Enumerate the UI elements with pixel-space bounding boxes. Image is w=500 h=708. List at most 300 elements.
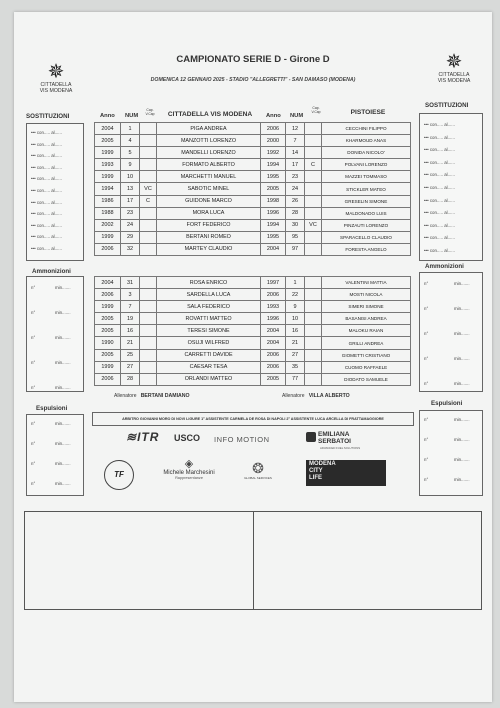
away-anno-cell: 2004 [261, 243, 286, 255]
away-anno-cell: 1998 [261, 195, 286, 207]
home-player-name: MANDELLI LORENZO [157, 147, 261, 159]
home-vcap-label: V.Cap [145, 111, 155, 116]
away-captain-cell: VC [305, 219, 322, 231]
home-anno-header: Anno [100, 113, 115, 119]
away-captain-cell [305, 135, 322, 147]
home-player-name: PIGA ANDREA [157, 123, 261, 135]
away-num-cell: 30 [286, 219, 305, 231]
away-captain-cell [305, 183, 322, 195]
home-player-name: OSUJI WILFRED [157, 337, 261, 349]
away-anno-cell: 2004 [261, 325, 286, 337]
home-num-cell: 32 [121, 243, 140, 255]
away-captain-cell: C [305, 159, 322, 171]
substitution-line: ••• con..... al...... [424, 185, 455, 190]
card-number-field: n° [424, 417, 429, 422]
card-number-field: n° [31, 285, 36, 290]
away-player-name: POLVANI LORENZO [322, 159, 411, 171]
logo-right-line1: CITTADELLA [438, 72, 470, 78]
home-player-name: SALA FEDERICO [157, 301, 261, 313]
home-anno-cell: 2006 [95, 243, 121, 255]
table-row [95, 373, 411, 385]
home-player-name: FORMATO ALBERTO [157, 159, 261, 171]
home-anno-cell: 1994 [95, 183, 121, 195]
away-anno-cell: 2004 [261, 337, 286, 349]
modena-line2: CITY [309, 468, 323, 474]
table-row [95, 325, 411, 337]
away-anno-cell: 1994 [261, 159, 286, 171]
marchesini-role: Rappresentanze [175, 476, 203, 480]
sponsor-tf-text: TF [114, 470, 124, 479]
home-coach-name: BERTANI DAMIANO [140, 393, 190, 399]
away-anno-cell: 2000 [261, 135, 286, 147]
notes-divider [253, 512, 254, 609]
away-captain-cell [305, 147, 322, 159]
away-num-cell: 27 [286, 349, 305, 361]
away-player-name: STICKLER MATEO [322, 183, 411, 195]
home-player-name: MORA LUCA [157, 207, 261, 219]
card-number-field: n° [424, 356, 429, 361]
away-anno-cell: 2006 [261, 289, 286, 301]
card-number-field: n° [31, 421, 36, 426]
home-player-name: MANZOTTI LORENZO [157, 135, 261, 147]
ammonizioni-right-label: Ammonizioni [425, 263, 464, 270]
home-player-name: GUIDONE MARCO [157, 195, 261, 207]
home-num-cell: 29 [121, 231, 140, 243]
home-player-name: CAESAR TESA [157, 361, 261, 373]
substitution-line: ••• con..... al...... [424, 235, 455, 241]
home-captain-cell [140, 313, 157, 325]
sponsor-infomotion: INFO MOTION [214, 435, 270, 444]
home-player-name: CARRETTI DAVIDE [157, 349, 261, 361]
home-num-cell: 17 [121, 195, 140, 207]
home-anno-cell: 1999 [95, 231, 121, 243]
home-captain-cell [140, 289, 157, 301]
sponsor-tf [104, 460, 134, 490]
away-num-cell: 17 [286, 159, 305, 171]
card-minute-field: min....... [454, 437, 470, 442]
card-minute-field: min....... [55, 285, 71, 290]
substitution-line: ••• con..... al...... [424, 197, 455, 203]
sponsor-itr-text: ITR [137, 430, 160, 444]
logo-right-line2: VIS MODENA [437, 78, 471, 84]
page-title: CAMPIONATO SERIE D - Girone D [176, 54, 330, 65]
away-coach [282, 393, 350, 399]
home-num-cell: 3 [121, 289, 140, 301]
card-minute-field: min....... [55, 461, 71, 466]
away-num-cell: 12 [286, 123, 305, 135]
card-minute-field: min....... [454, 356, 470, 361]
table-row [95, 313, 411, 325]
card-number-field: n° [424, 381, 429, 386]
home-anno-cell: 2005 [95, 313, 121, 325]
home-player-name: BERTANI ROMEO [157, 231, 261, 243]
away-num-cell: 1 [286, 277, 305, 289]
home-player-name: SABOTIC MINEL [157, 183, 261, 195]
card-minute-field: min....... [55, 441, 71, 446]
card-number-field: n° [424, 331, 429, 336]
home-anno-cell: 2006 [95, 289, 121, 301]
away-num-cell: 22 [286, 289, 305, 301]
table-row [95, 301, 411, 313]
away-captain-cell [305, 207, 322, 219]
sostituzioni-left-label: SOSTITUZIONI [26, 113, 70, 120]
away-anno-cell: 1995 [261, 171, 286, 183]
home-anno-cell: 2005 [95, 135, 121, 147]
card-number-field: n° [424, 281, 429, 286]
home-anno-cell: 2002 [95, 219, 121, 231]
marchesini-name: Michele Marchesini [163, 470, 215, 476]
table-row [95, 231, 411, 243]
home-anno-cell: 2004 [95, 277, 121, 289]
home-anno-cell: 1999 [95, 147, 121, 159]
away-anno-cell: 1993 [261, 301, 286, 313]
away-player-name: DONIDA NICOLO' [322, 147, 411, 159]
away-num-cell: 28 [286, 207, 305, 219]
itr-wave-icon: ≋ [126, 430, 138, 444]
home-num-cell: 19 [121, 313, 140, 325]
away-anno-header: Anno [266, 113, 281, 119]
table-row [95, 123, 411, 135]
away-captain-cell [305, 361, 322, 373]
home-anno-cell: 1990 [95, 337, 121, 349]
card-number-field: n° [424, 457, 429, 462]
substitution-line: ••• con..... al...... [31, 164, 62, 170]
away-captain-cell [305, 373, 322, 385]
home-captain-cell [140, 277, 157, 289]
table-row [95, 195, 411, 207]
away-num-cell: 10 [286, 313, 305, 325]
home-captain-cell: C [140, 195, 157, 207]
away-player-name: FORESTA ANGELO [322, 243, 411, 255]
substitution-line: ••• con..... al...... [31, 222, 62, 228]
espulsioni-right-label: Espulsioni [431, 400, 463, 407]
substitution-line: ••• con..... al...... [31, 153, 62, 159]
substitution-line: ••• con..... al...... [424, 122, 455, 127]
home-anno-cell: 1999 [95, 171, 121, 183]
modena-line1: MODENA [309, 461, 336, 467]
substitution-line: ••• con..... al...... [31, 176, 62, 182]
home-coach-label: Allenatore [114, 393, 137, 399]
home-num-cell: 4 [121, 135, 140, 147]
card-minute-field: min....... [454, 281, 470, 286]
away-captain-cell [305, 325, 322, 337]
away-captain-cell [305, 337, 322, 349]
home-captain-cell: VC [140, 183, 157, 195]
sponsor-modena-city-life [306, 460, 386, 486]
emiliana-logo-icon [306, 432, 316, 442]
page-subtitle: DOMENICA 12 GENNAIO 2025 - STADIO "ALLEGRETTI" - SAN DAMASO (MODENA) [150, 77, 356, 83]
table-row [95, 289, 411, 301]
home-cap-label: Cap. [146, 108, 154, 112]
away-player-name: GIOMETTI CRISTIANO [322, 349, 411, 361]
substitution-line: ••• con..... al...... [31, 188, 62, 193]
home-captain-cell [140, 337, 157, 349]
home-anno-cell: 2004 [95, 123, 121, 135]
home-anno-cell: 2005 [95, 349, 121, 361]
espulsioni-right-box [419, 410, 483, 496]
away-captain-cell [305, 171, 322, 183]
sponsor-marchesini [154, 458, 224, 480]
substitution-line: ••• con..... al...... [424, 147, 455, 153]
ammonizioni-right-box [419, 272, 483, 392]
substitution-line: ••• con..... al...... [424, 159, 455, 165]
away-captain-cell [305, 231, 322, 243]
marchesini-logo-icon: ◈ [184, 458, 194, 470]
home-num-header: NUM [125, 113, 139, 119]
home-anno-cell: 2006 [95, 373, 121, 385]
away-player-name: GRILLI ANDREA [322, 337, 411, 349]
away-anno-cell: 1995 [261, 231, 286, 243]
away-player-name: PINZAUTI LORENZO [322, 219, 411, 231]
substitution-line: ••• con..... al...... [424, 248, 455, 253]
table-row [95, 361, 411, 373]
card-number-field: n° [31, 481, 36, 486]
home-anno-cell: 1999 [95, 301, 121, 313]
home-captain-cell [140, 123, 157, 135]
home-captain-cell [140, 207, 157, 219]
espulsioni-left-box [26, 414, 84, 496]
away-coach-name: VILLA ALBERTO [308, 393, 350, 399]
home-num-cell: 24 [121, 219, 140, 231]
substitution-line: ••• con..... al...... [424, 172, 455, 178]
card-minute-field: min....... [55, 481, 71, 486]
emiliana-line3: ADVANCED FUEL SOLUTIONS [320, 446, 361, 450]
away-num-cell: 7 [286, 135, 305, 147]
table-row [95, 337, 411, 349]
table-row [95, 159, 411, 171]
emiliana-line2: SERBATOI [318, 438, 351, 445]
away-anno-cell: 2006 [261, 349, 286, 361]
away-captain-cell [305, 243, 322, 255]
espulsioni-left-label: Espulsioni [36, 405, 68, 412]
away-cap-label: Cap. [312, 106, 320, 110]
table-row [95, 171, 411, 183]
home-captain-cell [140, 231, 157, 243]
sostituzioni-right-label: SOSTITUZIONI [425, 102, 469, 109]
club-crest-icon: ✵ [445, 51, 463, 73]
away-player-name: CUOMO RAFFAELE [322, 361, 411, 373]
away-anno-cell: 2006 [261, 361, 286, 373]
card-minute-field: min....... [55, 385, 71, 390]
away-num-cell: 24 [286, 183, 305, 195]
away-num-cell: 16 [286, 325, 305, 337]
table-row [95, 277, 411, 289]
home-player-name: FORT FEDERICO [157, 219, 261, 231]
ammonizioni-left-box [26, 276, 84, 392]
home-anno-cell: 1988 [95, 207, 121, 219]
away-num-header: NUM [290, 113, 304, 119]
away-captain-cell [305, 277, 322, 289]
away-anno-cell: 1996 [261, 207, 286, 219]
table-row [95, 183, 411, 195]
away-player-name: GRESELIN SIMONE [322, 195, 411, 207]
home-captain-cell [140, 135, 157, 147]
away-player-name: DIODATO SAMUELE [322, 373, 411, 385]
card-number-field: n° [31, 335, 36, 340]
card-number-field: n° [31, 441, 36, 446]
card-number-field: n° [31, 310, 36, 315]
away-num-cell: 9 [286, 301, 305, 313]
card-number-field: n° [31, 461, 36, 466]
home-num-cell: 5 [121, 147, 140, 159]
away-anno-cell: 2006 [261, 123, 286, 135]
card-minute-field: min....... [55, 310, 71, 315]
away-player-name: SPARACELLO CLAUDIO [322, 231, 411, 243]
away-captain-cell [305, 123, 322, 135]
away-captain-cell [305, 301, 322, 313]
ammonizioni-left-label: Ammonizioni [32, 268, 71, 275]
card-minute-field: min....... [55, 335, 71, 340]
away-num-cell: 95 [286, 231, 305, 243]
home-num-cell: 9 [121, 159, 140, 171]
table-row [95, 135, 411, 147]
away-player-name: MAZZEI TOMMASO [322, 171, 411, 183]
away-team-header: PISTOIESE [350, 109, 386, 116]
club-crest-icon: ✵ [47, 61, 65, 83]
home-num-cell: 7 [121, 301, 140, 313]
card-minute-field: min....... [454, 331, 470, 336]
substitution-line: ••• con..... al...... [31, 211, 62, 217]
home-player-name: ROSA ENRICO [157, 277, 261, 289]
sponsor-usco: USCO [174, 433, 201, 443]
home-captain-cell [140, 243, 157, 255]
home-captain-cell [140, 349, 157, 361]
away-player-name: MALOKU RAIAN [322, 325, 411, 337]
card-number-field: n° [424, 437, 429, 442]
card-minute-field: min....... [454, 306, 470, 311]
card-number-field: n° [424, 477, 429, 482]
away-captain-cell [305, 195, 322, 207]
away-player-name: BASANISI ANDREA [322, 313, 411, 325]
match-sheet [14, 12, 492, 702]
substitution-line: ••• con..... al...... [31, 141, 62, 147]
home-captain-cell [140, 301, 157, 313]
sponsor-global [238, 460, 278, 480]
home-team-header: CITTADELLA VIS MODENA [167, 111, 253, 118]
card-minute-field: min....... [55, 360, 71, 365]
home-cap-header [143, 109, 157, 117]
away-player-name: MOSTI NICOLA [322, 289, 411, 301]
card-number-field: n° [31, 360, 36, 365]
away-vcap-label: V.Cap [311, 109, 321, 114]
home-num-cell: 16 [121, 325, 140, 337]
home-player-name: ROVATTI MATTEO [157, 313, 261, 325]
away-num-cell: 23 [286, 171, 305, 183]
table-row [95, 207, 411, 219]
home-num-cell: 21 [121, 337, 140, 349]
away-player-name: MALDONADO LUIS [322, 207, 411, 219]
away-anno-cell: 1997 [261, 277, 286, 289]
card-number-field: n° [424, 306, 429, 311]
away-player-name: KHARMOUD ANAS [322, 135, 411, 147]
card-minute-field: min....... [55, 421, 71, 426]
away-captain-cell [305, 349, 322, 361]
home-player-name: TERESI SIMONE [157, 325, 261, 337]
logo-left-line2: VIS MODENA [39, 88, 73, 94]
home-player-name: MARCHETTI MANUEL [157, 171, 261, 183]
substitution-line: ••• con..... al...... [31, 246, 62, 251]
home-captain-cell [140, 147, 157, 159]
home-player-name: MARTEY CLAUDIO [157, 243, 261, 255]
away-num-cell: 97 [286, 243, 305, 255]
away-anno-cell: 1994 [261, 219, 286, 231]
card-number-field: n° [31, 385, 36, 390]
away-player-name: CECCHINI FILIPPO [322, 123, 411, 135]
substitution-line: ••• con..... al...... [31, 234, 62, 240]
home-captain-cell [140, 325, 157, 337]
away-anno-cell: 1996 [261, 313, 286, 325]
card-minute-field: min....... [454, 417, 470, 422]
table-row [95, 349, 411, 361]
home-num-cell: 31 [121, 277, 140, 289]
away-cap-header [309, 107, 323, 115]
home-player-name: SARDELLA LUCA [157, 289, 261, 301]
home-anno-cell: 2005 [95, 325, 121, 337]
logo-left-line1: CITTADELLA [40, 82, 72, 88]
sponsor-itr [126, 430, 159, 444]
away-num-cell: 77 [286, 373, 305, 385]
home-num-cell: 27 [121, 361, 140, 373]
away-anno-cell: 2005 [261, 373, 286, 385]
home-num-cell: 10 [121, 171, 140, 183]
substitution-line: ••• con..... al...... [31, 199, 62, 205]
sostituzioni-left-box [26, 123, 84, 261]
away-captain-cell [305, 289, 322, 301]
starters-table [94, 122, 411, 256]
modena-line3: LIFE [309, 475, 322, 481]
home-player-name: ORLANDI MATTEO [157, 373, 261, 385]
card-minute-field: min....... [454, 381, 470, 386]
away-captain-cell [305, 313, 322, 325]
emiliana-line1: EMILIANA [318, 431, 350, 438]
away-coach-label: Allenatore [282, 393, 305, 399]
away-num-cell: 14 [286, 147, 305, 159]
substitution-line: ••• con..... al...... [424, 222, 455, 228]
away-player-name: SIMERI SIMONE [322, 301, 411, 313]
table-row [95, 243, 411, 255]
home-anno-cell: 1986 [95, 195, 121, 207]
notes-box [24, 511, 482, 610]
home-captain-cell [140, 159, 157, 171]
sostituzioni-right-box [419, 113, 483, 261]
away-anno-cell: 2005 [261, 183, 286, 195]
card-minute-field: min....... [454, 477, 470, 482]
global-text: GLOBAL SERVICES [244, 476, 272, 480]
card-minute-field: min....... [454, 457, 470, 462]
home-num-cell: 13 [121, 183, 140, 195]
table-row [95, 147, 411, 159]
home-anno-cell: 1993 [95, 159, 121, 171]
home-coach [114, 393, 190, 399]
away-num-cell: 35 [286, 361, 305, 373]
substitution-line: ••• con..... al...... [424, 210, 455, 216]
home-num-cell: 23 [121, 207, 140, 219]
away-num-cell: 21 [286, 337, 305, 349]
away-num-cell: 26 [286, 195, 305, 207]
home-num-cell: 1 [121, 123, 140, 135]
home-num-cell: 28 [121, 373, 140, 385]
substitution-line: ••• con..... al...... [424, 134, 455, 140]
home-num-cell: 25 [121, 349, 140, 361]
substitution-line: ••• con..... al...... [31, 130, 62, 135]
home-anno-cell: 1999 [95, 361, 121, 373]
bench-table [94, 276, 411, 386]
global-logo-icon: ❂ [252, 460, 264, 476]
home-captain-cell [140, 219, 157, 231]
table-row [95, 219, 411, 231]
referee-line: ARBITRO GIOVANNI MORO DI NOVI LIGURE 1° ASSISTENTE CARMELA DE ROSA DI NAPOLI 2° ASSISTENTE LUCA ARCELLA DI FRATTAMAGGIORE [92, 412, 414, 426]
home-captain-cell [140, 361, 157, 373]
